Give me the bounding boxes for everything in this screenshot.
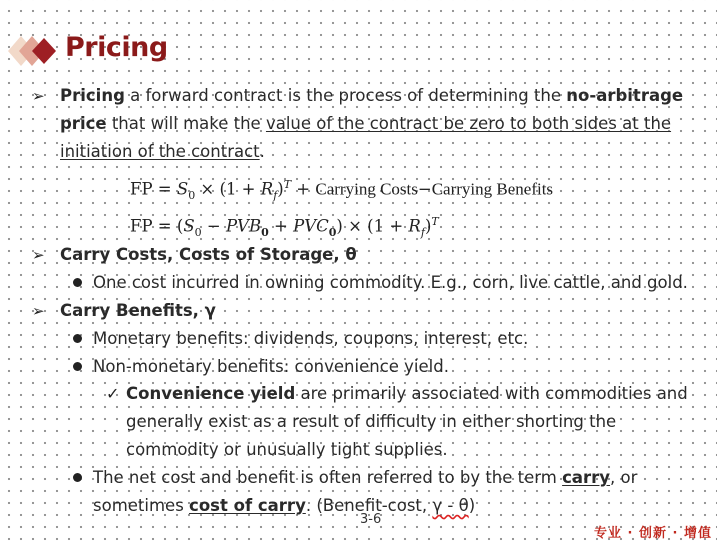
arrow-bullet-icon: ➢	[32, 246, 45, 264]
bullet-dot-icon	[73, 334, 82, 343]
arrow-bullet-icon: ➢	[32, 87, 45, 105]
pricing-term: Pricing	[60, 86, 125, 105]
carry-benefits-heading: Carry Benefits, γ	[60, 301, 216, 320]
monetary-benefits: Monetary benefits: dividends, coupons, interest, etc.	[93, 329, 529, 348]
carry-definition-line2: sometimes cost of carry. (Benefit-cost, γ - θ)	[93, 496, 476, 515]
checkmark-icon: ✓	[106, 384, 120, 403]
bullet-dot-icon	[73, 362, 82, 371]
page-title: Pricing	[65, 32, 168, 63]
pricing-paragraph-line2: price that will make the value of the contract be zero to both sides at the	[60, 114, 672, 133]
carry-definition-line1: The net cost and benefit is often referred to by the term carry, or	[93, 468, 638, 487]
convenience-yield-line3: commodity or unusually tight supplies.	[126, 440, 448, 459]
title-diamond-icon	[8, 36, 64, 66]
footer-slogan: 专业 · 创新 · 增值	[594, 526, 712, 541]
gamma-theta-expression: γ - θ	[432, 496, 469, 515]
carry-costs-detail: One cost incurred in owning commodity. E.g., corn, live cattle, and gold.	[93, 273, 688, 292]
convenience-yield-line1: Convenience yield are primarily associated with commodities and	[126, 384, 688, 403]
bullet-dot-icon	[73, 278, 82, 287]
pricing-paragraph-line3: initiation of the contract.	[60, 142, 265, 161]
bullet-dot-icon	[73, 473, 82, 482]
cost-of-carry-term: cost of carry	[189, 496, 306, 515]
non-monetary-benefits: Non-monetary benefits: convenience yield.	[93, 357, 449, 376]
underlined-phrase: value of the contract be zero to both sides at the	[265, 114, 672, 133]
convenience-yield-line2: generally exist as a result of difficulty in either shorting the	[126, 412, 617, 431]
carry-costs-heading: Carry Costs, Costs of Storage, θ	[60, 245, 357, 264]
pricing-paragraph-line1: Pricing a forward contract is the process of determining the no-arbitrage	[60, 86, 684, 105]
carry-term: carry	[562, 468, 611, 487]
forward-price-formula-2: FP = $(S_0 - PVB_0 + PVC_0) \times (1 + R_f)^T$	[130, 215, 439, 239]
arrow-bullet-icon: ➢	[32, 302, 45, 320]
no-arbitrage-term: no-arbitrage	[566, 86, 684, 105]
forward-price-formula-1: FP = $S_0 \times (1 + R_f)^T$ + Carrying Costs−Carrying Benefits	[130, 178, 554, 202]
page-number: 3-6	[360, 512, 382, 527]
